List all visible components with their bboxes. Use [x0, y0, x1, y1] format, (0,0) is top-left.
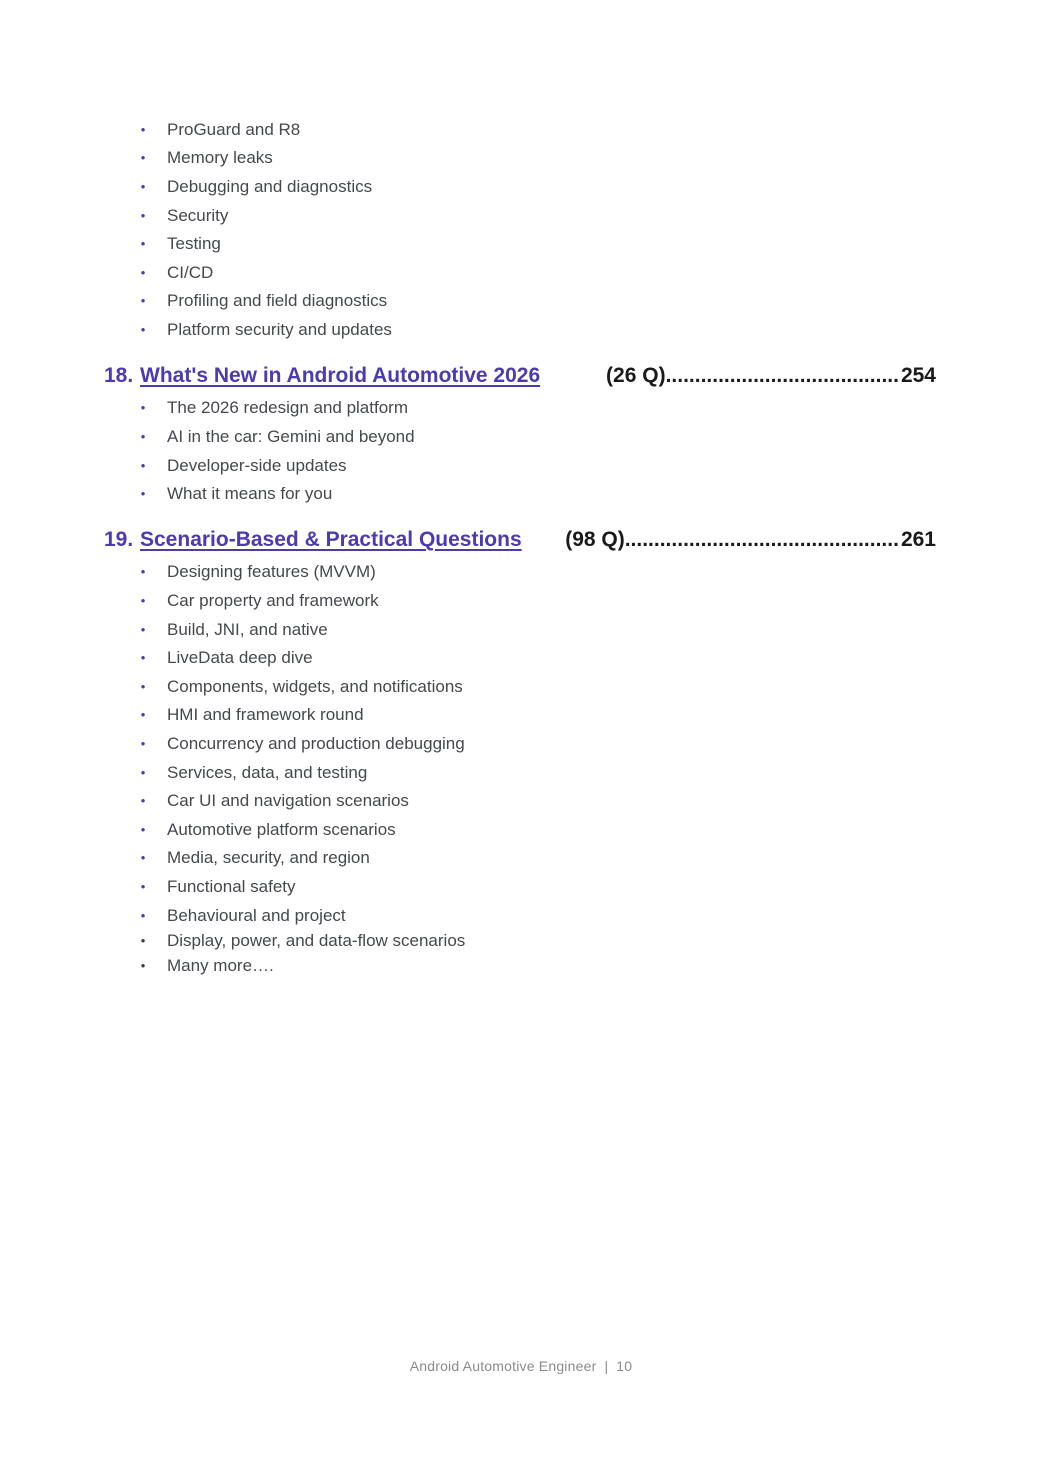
- list-item-label: What it means for you: [167, 484, 333, 503]
- toc-entry-number: 18.: [104, 364, 134, 387]
- bullet-icon: •: [140, 908, 146, 923]
- bullet-icon: •: [140, 958, 146, 973]
- bullet-icon: •: [140, 593, 146, 608]
- bullet-icon: •: [140, 622, 146, 637]
- toc-entry-title-link[interactable]: What's New in Android Automotive 2026: [140, 364, 541, 387]
- question-count: (98 Q): [565, 528, 625, 551]
- list-item-label: HMI and framework round: [167, 705, 364, 724]
- list-item-label: Debugging and diagnostics: [167, 177, 373, 196]
- toc-entry-number: 19.: [104, 528, 134, 551]
- list-item-label: Functional safety: [167, 877, 296, 896]
- list-item-label: LiveData deep dive: [167, 648, 313, 667]
- bullet-icon: •: [140, 293, 146, 308]
- bullet-icon: •: [140, 265, 146, 280]
- list-item-label: Many more….: [167, 956, 274, 975]
- dot-leader: ...............................................: [624, 528, 899, 551]
- bullet-icon: •: [140, 400, 146, 415]
- bullet-icon: •: [140, 236, 146, 251]
- dot-leader: ........................................: [665, 364, 899, 387]
- bullet-icon: •: [140, 122, 146, 137]
- bullet-icon: •: [140, 707, 146, 722]
- bullet-icon: •: [140, 679, 146, 694]
- list-item-label: AI in the car: Gemini and beyond: [167, 427, 415, 446]
- bullet-icon: •: [140, 850, 146, 865]
- bullet-icon: •: [140, 822, 146, 837]
- bullet-icon: •: [140, 458, 146, 473]
- toc-entry-18: [0, 361, 1042, 391]
- list-item-label: Display, power, and data-flow scenarios: [167, 931, 466, 950]
- list-item-label: Designing features (MVVM): [167, 562, 376, 581]
- bullet-icon: •: [140, 765, 146, 780]
- list-item-label: Security: [167, 206, 229, 225]
- question-count: (26 Q): [606, 364, 666, 387]
- list-item-label: Testing: [167, 234, 221, 253]
- page-reference: 254: [900, 364, 936, 387]
- list-item-label: Concurrency and production debugging: [167, 734, 465, 753]
- list-item-label: Profiling and field diagnostics: [167, 291, 388, 310]
- bullet-icon: •: [140, 322, 146, 337]
- bullet-icon: •: [140, 736, 146, 751]
- list-item-label: Platform security and updates: [167, 320, 392, 339]
- toc-entry-19: [0, 525, 1042, 555]
- bullet-icon: •: [140, 793, 146, 808]
- footer-title: Android Automotive Engineer: [409, 1358, 597, 1374]
- list-item-label: Car UI and navigation scenarios: [167, 791, 409, 810]
- list-item-label: Components, widgets, and notifications: [167, 677, 463, 696]
- bullet-icon: •: [140, 486, 146, 501]
- bullet-icon: •: [140, 933, 146, 948]
- toc-entry-leader: [606, 361, 936, 391]
- footer-page-number: 10: [616, 1358, 633, 1374]
- bullet-icon: •: [140, 208, 146, 223]
- list-item-label: Developer-side updates: [167, 456, 347, 475]
- toc-entry-title-link[interactable]: Scenario-Based & Practical Questions: [140, 528, 522, 551]
- list-item-label: Automotive platform scenarios: [167, 820, 396, 839]
- bullet-icon: •: [140, 150, 146, 165]
- list-item-label: Behavioural and project: [167, 906, 346, 925]
- list-item-label: Build, JNI, and native: [167, 620, 328, 639]
- page-reference: 261: [900, 528, 936, 551]
- footer-separator: |: [604, 1358, 609, 1374]
- list-item-label: Services, data, and testing: [167, 763, 368, 782]
- bullet-icon: •: [140, 564, 146, 579]
- bullet-icon: •: [140, 879, 146, 894]
- bullet-icon: •: [140, 179, 146, 194]
- list-item-label: Car property and framework: [167, 591, 379, 610]
- bullet-icon: •: [140, 429, 146, 444]
- list-item-label: CI/CD: [167, 263, 214, 282]
- toc-entry-leader: [565, 525, 936, 555]
- bullet-icon: •: [140, 650, 146, 665]
- page-footer: [0, 1358, 1042, 1374]
- list-item-label: Media, security, and region: [167, 848, 370, 867]
- list-item-label: ProGuard and R8: [167, 120, 301, 139]
- list-item-label: The 2026 redesign and platform: [167, 398, 408, 417]
- list-item-label: Memory leaks: [167, 148, 273, 167]
